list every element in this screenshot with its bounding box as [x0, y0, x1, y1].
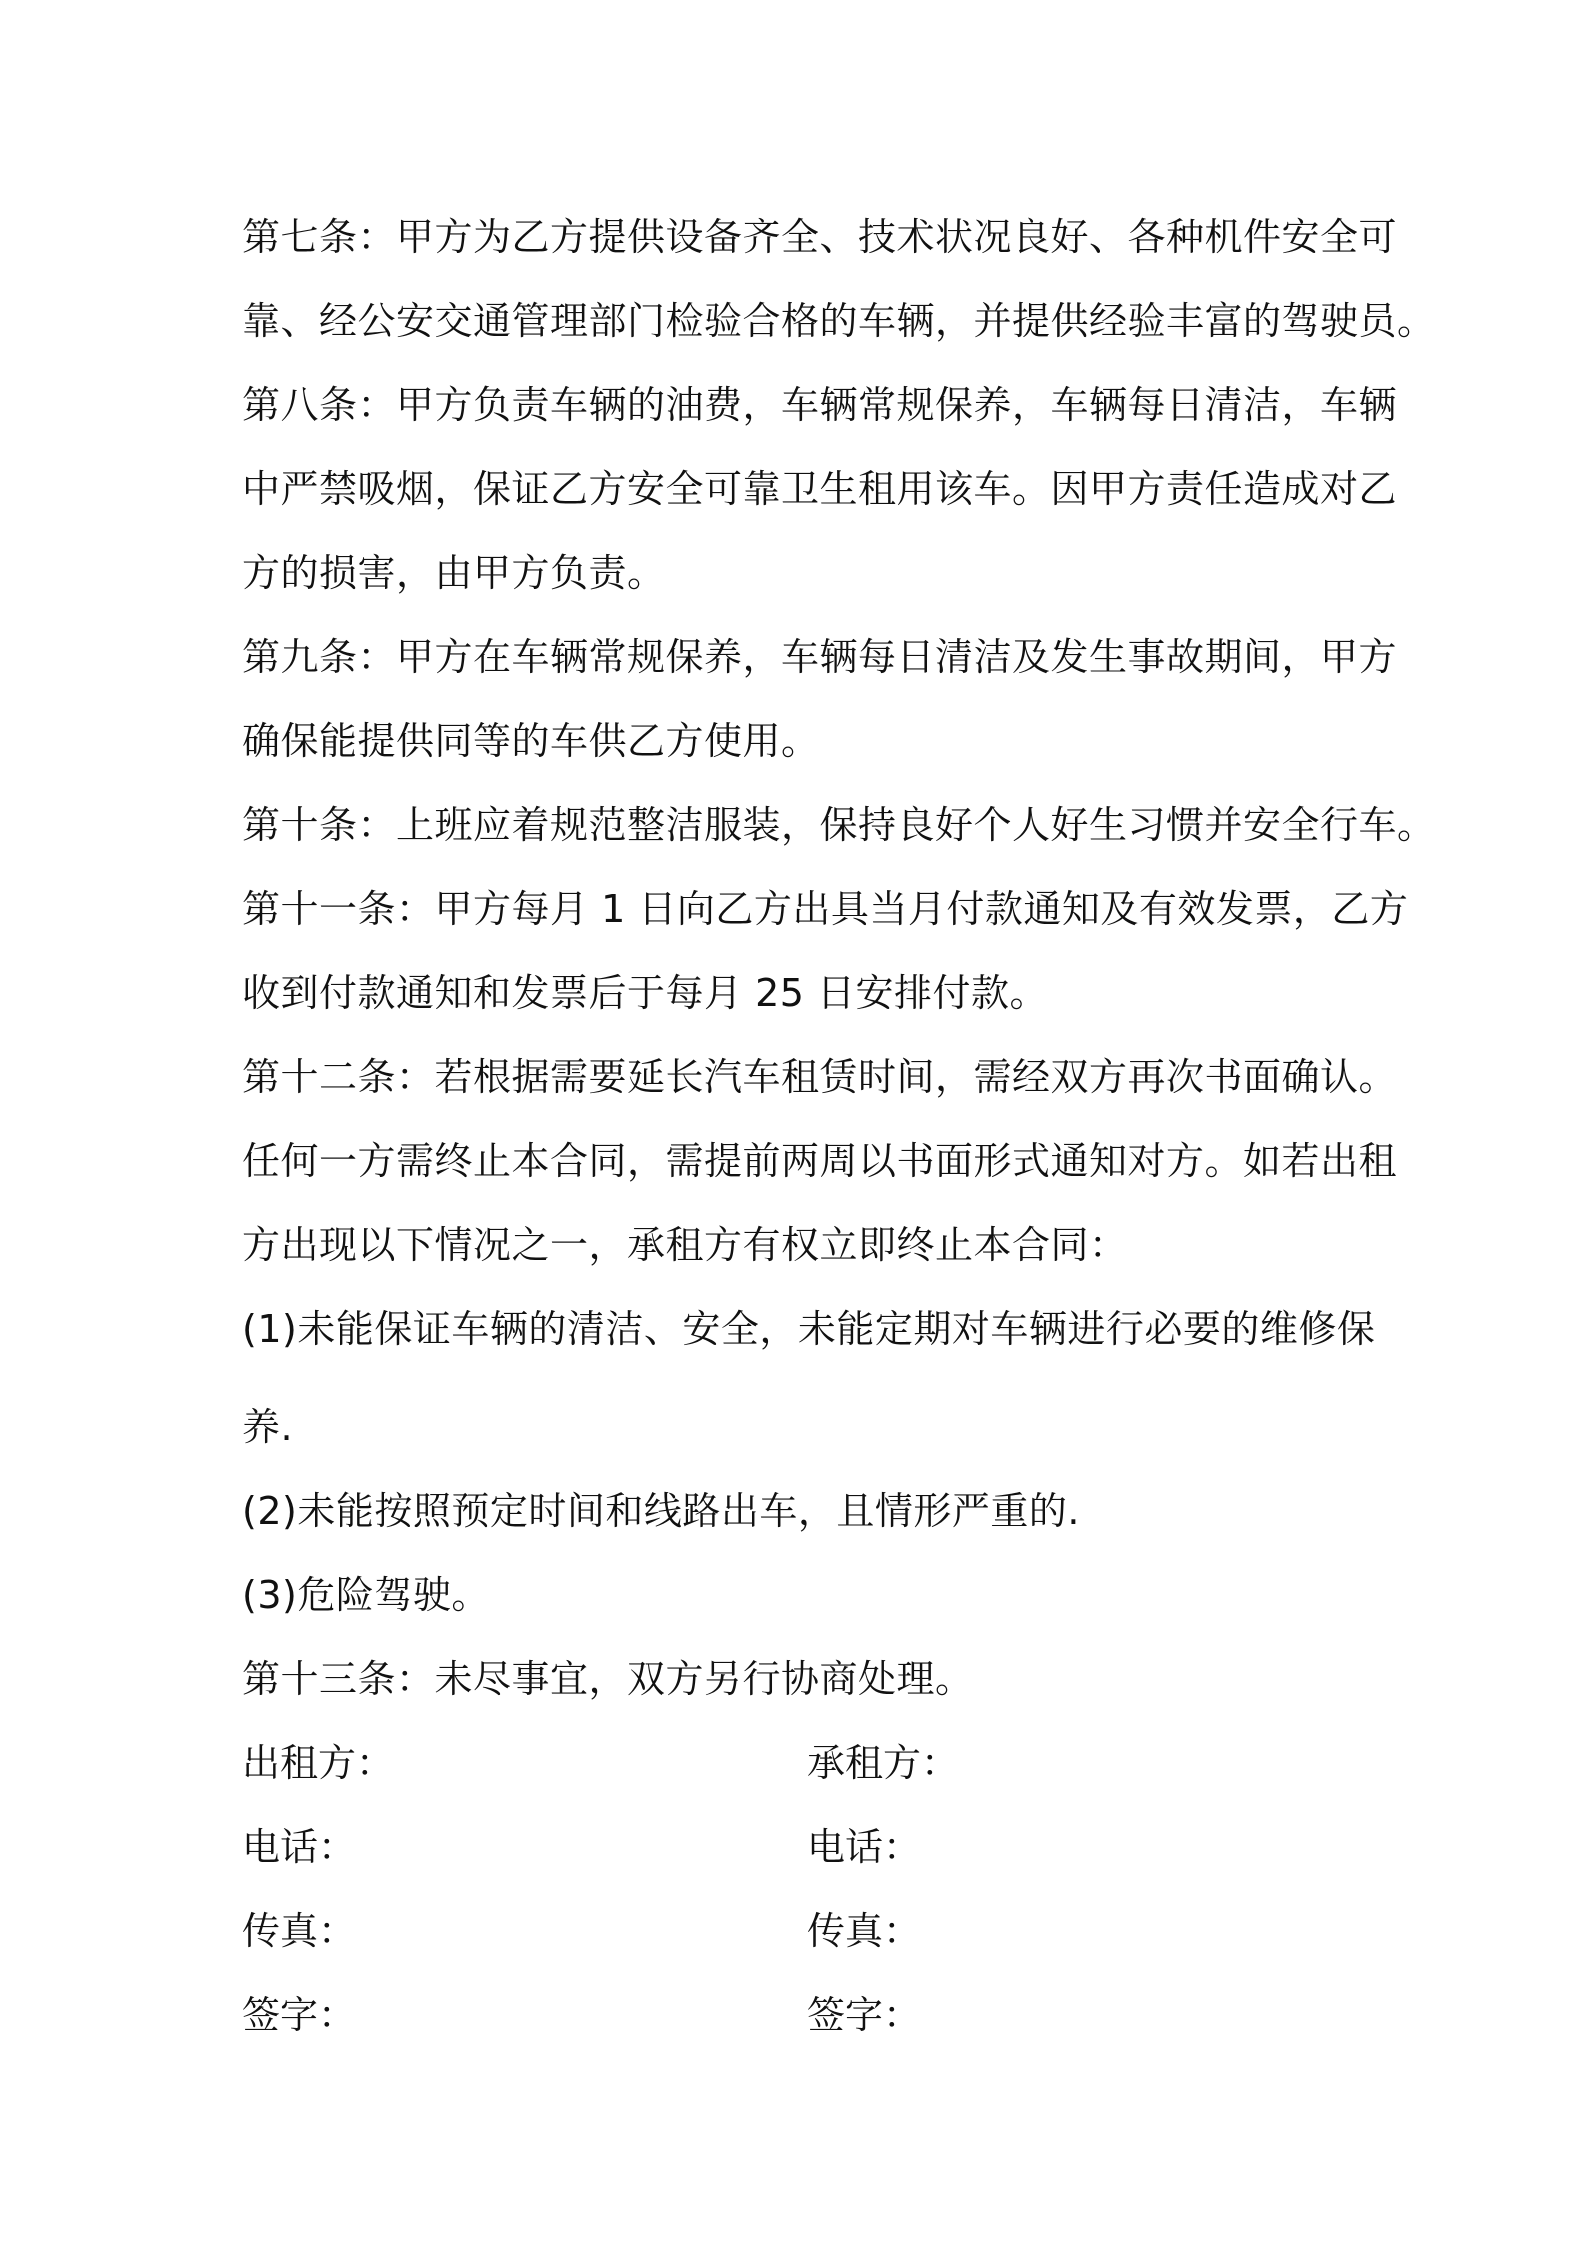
clause-11-line-1: 第十一条：甲方每月 1 日向乙方出具当月付款通知及有效发票，乙方 — [242, 887, 1409, 931]
lessee-label: 承租方： — [807, 1741, 960, 1785]
signature-row-party — [242, 1721, 1362, 1805]
clause-7-line-1: 第七条：甲方为乙方提供设备齐全、技术状况良好、各种机件安全可 — [242, 215, 1398, 259]
condition-3-line: (3)危险驾驶。 — [242, 1573, 490, 1617]
lessor-label: 出租方： — [242, 1741, 395, 1785]
signature-row-fax — [242, 1889, 1362, 1973]
clause-10-line-1: 第十条：上班应着规范整洁服装，保持良好个人好生习惯并安全行车。 — [242, 803, 1436, 847]
clause-12-line-3: 方出现以下情况之一，承租方有权立即终止本合同： — [242, 1223, 1128, 1267]
lessor-phone-label: 电话： — [242, 1825, 357, 1869]
lessee-phone-label: 电话： — [807, 1825, 922, 1869]
clause-8-line-3: 方的损害，由甲方负责。 — [242, 551, 666, 595]
clause-9-line-2: 确保能提供同等的车供乙方使用。 — [242, 719, 820, 763]
clause-12-line-2: 任何一方需终止本合同，需提前两周以书面形式通知对方。如若出租 — [242, 1139, 1398, 1183]
clause-8-line-1: 第八条：甲方负责车辆的油费，车辆常规保养，车辆每日清洁，车辆 — [242, 383, 1398, 427]
lessor-fax-label: 传真： — [242, 1909, 357, 1953]
clause-9-line-1: 第九条：甲方在车辆常规保养，车辆每日清洁及发生事故期间，甲方 — [242, 635, 1398, 679]
document-body — [242, 195, 1436, 2057]
lessor-sign-label: 签字： — [242, 1993, 357, 2037]
clause-8-line-2: 中严禁吸烟，保证乙方安全可靠卫生租用该车。因甲方责任造成对乙 — [242, 467, 1398, 511]
lessee-sign-label: 签字： — [807, 1993, 922, 2037]
condition-1-line-2: 养. — [242, 1405, 294, 1449]
clause-13-line: 第十三条：未尽事宜，双方另行协商处理。 — [242, 1657, 974, 1701]
signature-row-phone — [242, 1805, 1362, 1889]
condition-1-line-1: (1)未能保证车辆的清洁、安全，未能定期对车辆进行必要的维修保 — [242, 1307, 1376, 1351]
lessee-fax-label: 传真： — [807, 1909, 922, 1953]
clause-11-line-2: 收到付款通知和发票后于每月 25 日安排付款。 — [242, 971, 1049, 1015]
condition-2-line: (2)未能按照预定时间和线路出车，且情形严重的. — [242, 1489, 1080, 1533]
clause-7-line-2: 靠、经公安交通管理部门检验合格的车辆，并提供经验丰富的驾驶员。 — [242, 299, 1436, 343]
signature-row-sign — [242, 1973, 1362, 2057]
clause-12-line-1: 第十二条：若根据需要延长汽车租赁时间，需经双方再次书面确认。 — [242, 1055, 1398, 1099]
